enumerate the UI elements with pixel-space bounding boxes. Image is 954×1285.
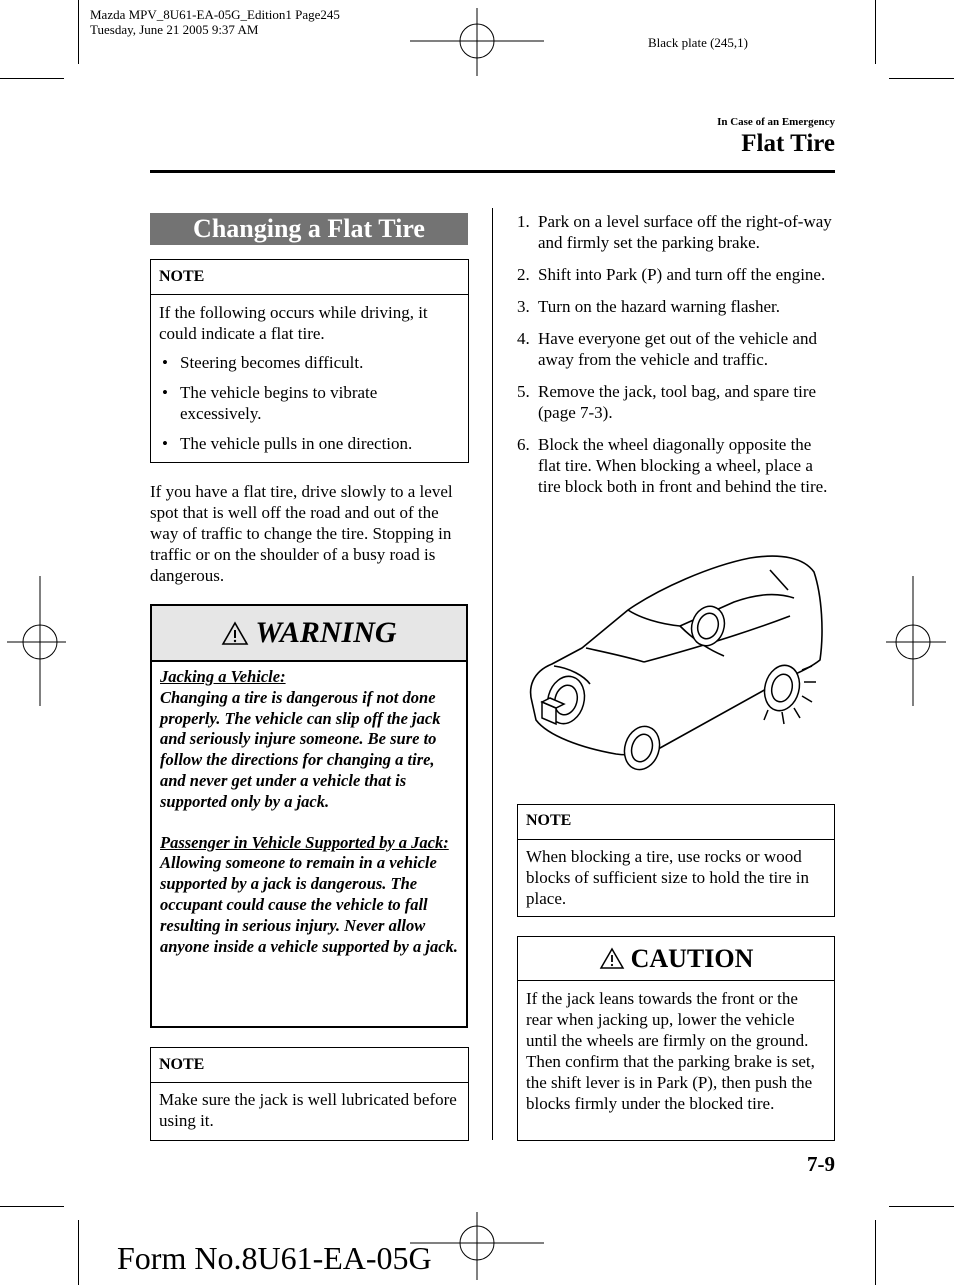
note-text: When blocking a tire, use rocks or wood blocks of sufficient size to hold the tire in place.: [526, 847, 809, 908]
caution-box: [517, 936, 835, 1141]
caution-triangle-icon: [599, 947, 625, 970]
crosshair-right-icon: [886, 576, 954, 706]
list-item: • Steering becomes difficult.: [159, 352, 460, 373]
crosshair-left-icon: [0, 576, 66, 706]
list-item: • The vehicle pulls in one direction.: [159, 433, 460, 454]
note-label: NOTE: [151, 260, 468, 295]
plate-info: Black plate (245,1): [648, 35, 748, 50]
warning-box: [150, 604, 468, 1028]
file-info-line2: Tuesday, June 21 2005 9:37 AM: [90, 22, 259, 37]
section-label: In Case of an Emergency: [717, 116, 835, 128]
list-item: 5. Remove the jack, tool bag, and spare tire (page 7-3).: [517, 382, 817, 422]
list-item: 2. Shift into Park (P) and turn off the engine.: [517, 265, 826, 284]
note-text: Make sure the jack is well lubricated before using it.: [159, 1090, 457, 1130]
caution-title: CAUTION: [630, 943, 754, 973]
warning-text-jacking: Changing a tire is dangerous if not done properly. The vehicle can slip off the jack and seriously injure someone. Be sure to follow the directions for changing a tire, and never get under a vehicle that is supported only by a jack.: [160, 687, 441, 811]
note-label: NOTE: [151, 1048, 468, 1083]
procedure-steps: [517, 211, 835, 508]
section-heading: Changing a Flat Tire: [150, 213, 468, 245]
form-number: Form No.8U61-EA-05G: [117, 1240, 432, 1276]
warning-title: WARNING: [255, 616, 397, 649]
note-box-flat-tire-signs: [150, 259, 469, 463]
symptom-list: [159, 352, 460, 454]
chapter-title: Flat Tire: [741, 130, 835, 157]
list-item: 6. Block the wheel diagonally opposite the flat tire. When blocking a wheel, place a tire block both in front and behind the tire.: [517, 435, 828, 496]
warning-header: [152, 606, 466, 662]
list-item: 4. Have everyone get out of the vehicle and away from the vehicle and traffic.: [517, 329, 817, 369]
note-intro: If the following occurs while driving, it could indicate a flat tire.: [159, 303, 428, 343]
intro-paragraph: If you have a flat tire, drive slowly to a level spot that is well off the road and out of the way of traffic to change the tire. Stopping in traffic or on the shoulder of a busy road is dangerous.: [150, 482, 453, 585]
vehicle-blocked-wheel-illustration: [520, 552, 830, 784]
warning-subheading-jacking: Jacking a Vehicle:: [160, 667, 286, 686]
caution-header: [518, 937, 834, 981]
header-rule: [150, 170, 835, 173]
warning-subheading-passenger: Passenger in Vehicle Supported by a Jack:: [160, 832, 449, 852]
crosshair-top-icon: [410, 0, 544, 80]
column-divider: [492, 208, 493, 1140]
note-label: NOTE: [518, 805, 834, 840]
list-item: 1. Park on a level surface off the right-of-way and firmly set the parking brake.: [517, 212, 832, 252]
warning-triangle-icon: [221, 621, 249, 646]
list-item: • The vehicle begins to vibrate excessively.: [159, 382, 460, 424]
list-item: 3. Turn on the hazard warning flasher.: [517, 297, 781, 316]
caution-text: If the jack leans towards the front or the rear when jacking up, lower the vehicle until the wheels are firmly on the ground. Then confirm that the parking brake is set, the shift lever is in Park (P), then push the blocks firmly under the blocked tire.: [526, 989, 815, 1113]
file-info-line1: Mazda MPV_8U61-EA-05G_Edition1 Page245: [90, 7, 340, 22]
note-box-blocking: [517, 804, 835, 917]
warning-text-passenger: Allowing someone to remain in a vehicle supported by a jack is dangerous. The occupant could cause the vehicle to fall resulting in serious injury. Never allow anyone inside a vehicle supported by a jack.: [160, 853, 458, 956]
note-box-jack: [150, 1047, 469, 1141]
page-number: 7-9: [807, 1152, 835, 1176]
